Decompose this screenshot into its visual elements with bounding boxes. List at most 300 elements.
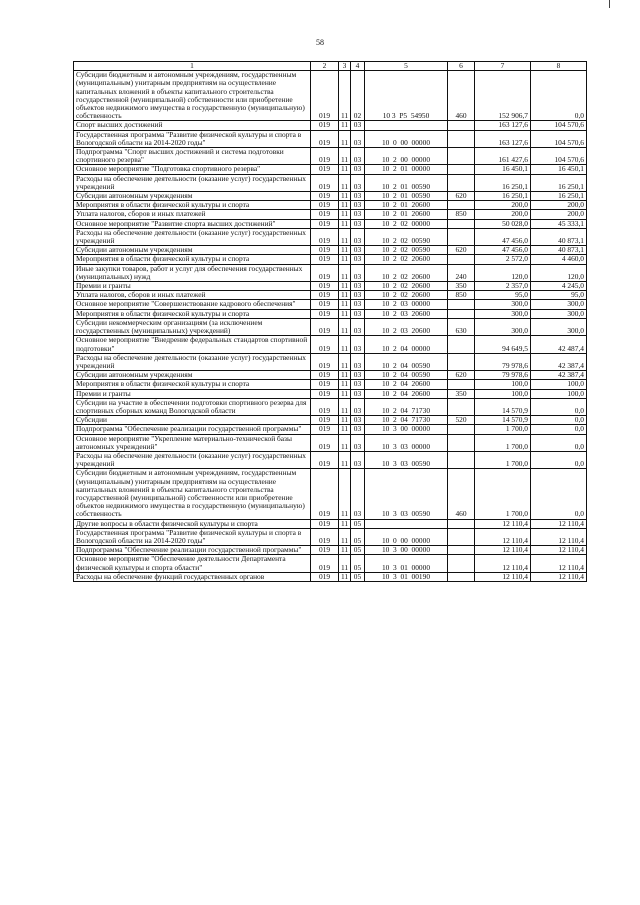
target-article-cell bbox=[365, 121, 448, 130]
section-cell: 11 bbox=[339, 555, 351, 572]
ministry-code-cell: 019 bbox=[311, 255, 339, 264]
ministry-code-cell: 019 bbox=[311, 201, 339, 210]
ministry-code-cell: 019 bbox=[311, 380, 339, 389]
expense-type-cell bbox=[448, 121, 475, 130]
section-cell: 11 bbox=[339, 380, 351, 389]
expense-type-cell bbox=[448, 219, 475, 228]
amount-year2-cell: 300,0 bbox=[531, 309, 587, 318]
table-row bbox=[74, 380, 587, 389]
subsection-cell: 03 bbox=[351, 165, 365, 174]
target-article-cell: 10 2 03 20600 bbox=[365, 309, 448, 318]
amount-year1-cell: 1 700,0 bbox=[475, 425, 531, 434]
budget-table bbox=[73, 61, 587, 582]
table-row bbox=[74, 192, 587, 201]
table-row bbox=[74, 71, 587, 121]
column-header: 7 bbox=[475, 62, 531, 71]
row-name-cell: Субсидии автономным учреждениям bbox=[74, 246, 311, 255]
target-article-cell: 10 2 02 20600 bbox=[365, 282, 448, 291]
expense-type-cell: 460 bbox=[448, 71, 475, 121]
subsection-cell: 05 bbox=[351, 572, 365, 581]
row-name-cell: Расходы на обеспечение деятельности (оказание услуг) государственных учреждений bbox=[74, 174, 311, 191]
section-cell: 11 bbox=[339, 300, 351, 309]
subsection-cell: 03 bbox=[351, 309, 365, 318]
row-name-cell: Основное мероприятие "Развитие спорта высших достижений" bbox=[74, 219, 311, 228]
table-row bbox=[74, 255, 587, 264]
target-article-cell: 10 3 03 00000 bbox=[365, 434, 448, 451]
row-name-cell: Субсидии автономным учреждениям bbox=[74, 371, 311, 380]
target-article-cell: 10 2 01 20600 bbox=[365, 210, 448, 219]
column-header: 4 bbox=[351, 62, 365, 71]
expense-type-cell bbox=[448, 300, 475, 309]
amount-year2-cell: 0,0 bbox=[531, 425, 587, 434]
subsection-cell: 03 bbox=[351, 469, 365, 519]
ministry-code-cell: 019 bbox=[311, 291, 339, 300]
expense-type-cell bbox=[448, 398, 475, 415]
column-header: 8 bbox=[531, 62, 587, 71]
row-name-cell: Субсидии бюджетным и автономным учреждениям, государственным (муниципальным) унитарным предприятиям на осуществление капитальных вложений в объекты капитального строительства государственной (муниципальной) собственности или приобретение объектов недвижимого имущества в государственную (муниципальную) собственность bbox=[74, 469, 311, 519]
column-header: 3 bbox=[339, 62, 351, 71]
table-row bbox=[74, 165, 587, 174]
amount-year1-cell: 95,0 bbox=[475, 291, 531, 300]
amount-year2-cell: 120,0 bbox=[531, 264, 587, 281]
section-cell: 11 bbox=[339, 546, 351, 555]
amount-year2-cell: 16 450,1 bbox=[531, 165, 587, 174]
row-name-cell: Премии и гранты bbox=[74, 389, 311, 398]
row-name-cell: Государственная программа "Развитие физической культуры и спорта в Вологодской области на 2014-2020 годы" bbox=[74, 528, 311, 545]
ministry-code-cell: 019 bbox=[311, 371, 339, 380]
target-article-cell: 10 3 03 00590 bbox=[365, 451, 448, 468]
section-cell: 11 bbox=[339, 219, 351, 228]
section-cell: 11 bbox=[339, 318, 351, 335]
ministry-code-cell: 019 bbox=[311, 228, 339, 245]
expense-type-cell bbox=[448, 546, 475, 555]
section-cell: 11 bbox=[339, 192, 351, 201]
expense-type-cell: 520 bbox=[448, 416, 475, 425]
amount-year2-cell: 12 110,4 bbox=[531, 519, 587, 528]
section-cell: 11 bbox=[339, 416, 351, 425]
amount-year2-cell: 0,0 bbox=[531, 71, 587, 121]
ministry-code-cell: 019 bbox=[311, 148, 339, 165]
page-number: 58 bbox=[316, 38, 324, 47]
amount-year2-cell: 12 110,4 bbox=[531, 546, 587, 555]
row-name-cell: Основное мероприятие "Подготовка спортивного резерва" bbox=[74, 165, 311, 174]
section-cell: 11 bbox=[339, 572, 351, 581]
amount-year1-cell: 14 570,9 bbox=[475, 398, 531, 415]
section-cell: 11 bbox=[339, 528, 351, 545]
column-header: 1 bbox=[74, 62, 311, 71]
amount-year1-cell: 300,0 bbox=[475, 300, 531, 309]
subsection-cell: 03 bbox=[351, 398, 365, 415]
section-cell: 11 bbox=[339, 434, 351, 451]
ministry-code-cell: 019 bbox=[311, 416, 339, 425]
subsection-cell: 03 bbox=[351, 264, 365, 281]
target-article-cell: 10 3 01 00000 bbox=[365, 555, 448, 572]
amount-year2-cell: 0,0 bbox=[531, 434, 587, 451]
section-cell: 11 bbox=[339, 389, 351, 398]
amount-year1-cell: 79 978,6 bbox=[475, 353, 531, 370]
subsection-cell: 03 bbox=[351, 201, 365, 210]
amount-year1-cell: 47 456,0 bbox=[475, 228, 531, 245]
ministry-code-cell: 019 bbox=[311, 165, 339, 174]
amount-year2-cell: 200,0 bbox=[531, 201, 587, 210]
expense-type-cell bbox=[448, 380, 475, 389]
section-cell: 11 bbox=[339, 228, 351, 245]
table-row bbox=[74, 300, 587, 309]
section-cell: 11 bbox=[339, 130, 351, 147]
amount-year1-cell: 16 450,1 bbox=[475, 165, 531, 174]
subsection-cell: 03 bbox=[351, 451, 365, 468]
ministry-code-cell: 019 bbox=[311, 353, 339, 370]
target-article-cell: 10 2 02 20600 bbox=[365, 291, 448, 300]
subsection-cell: 02 bbox=[351, 71, 365, 121]
subsection-cell: 03 bbox=[351, 336, 365, 353]
amount-year1-cell: 200,0 bbox=[475, 201, 531, 210]
table-row bbox=[74, 130, 587, 147]
amount-year2-cell: 0,0 bbox=[531, 398, 587, 415]
subsection-cell: 03 bbox=[351, 148, 365, 165]
subsection-cell: 05 bbox=[351, 528, 365, 545]
column-header: 2 bbox=[311, 62, 339, 71]
table-row bbox=[74, 201, 587, 210]
amount-year1-cell: 47 456,0 bbox=[475, 246, 531, 255]
row-name-cell: Расходы на обеспечение деятельности (оказание услуг) государственных учреждений bbox=[74, 228, 311, 245]
section-cell: 11 bbox=[339, 309, 351, 318]
target-article-cell: 10 2 02 00590 bbox=[365, 246, 448, 255]
row-name-cell: Субсидии на участие в обеспечении подготовки спортивного резерва для спортивных сборных команд Вологодской области bbox=[74, 398, 311, 415]
subsection-cell: 03 bbox=[351, 228, 365, 245]
row-name-cell: Мероприятия в области физической культуры и спорта bbox=[74, 309, 311, 318]
subsection-cell: 03 bbox=[351, 434, 365, 451]
ministry-code-cell: 019 bbox=[311, 555, 339, 572]
ministry-code-cell: 019 bbox=[311, 210, 339, 219]
section-cell: 11 bbox=[339, 519, 351, 528]
expense-type-cell bbox=[448, 130, 475, 147]
target-article-cell: 10 2 04 00590 bbox=[365, 353, 448, 370]
table-row bbox=[74, 291, 587, 300]
target-article-cell: 10 2 04 00000 bbox=[365, 336, 448, 353]
table-row bbox=[74, 121, 587, 130]
ministry-code-cell: 019 bbox=[311, 318, 339, 335]
expense-type-cell bbox=[448, 255, 475, 264]
ministry-code-cell: 019 bbox=[311, 309, 339, 318]
target-article-cell: 10 3 P5 54950 bbox=[365, 71, 448, 121]
amount-year1-cell: 161 427,6 bbox=[475, 148, 531, 165]
amount-year2-cell: 4 460,0 bbox=[531, 255, 587, 264]
subsection-cell: 03 bbox=[351, 130, 365, 147]
row-name-cell: Субсидии некоммерческим организациям (за исключением государственных (муниципальных) учреждений) bbox=[74, 318, 311, 335]
amount-year2-cell: 0,0 bbox=[531, 416, 587, 425]
target-article-cell: 10 2 02 00590 bbox=[365, 228, 448, 245]
table-row bbox=[74, 246, 587, 255]
amount-year1-cell: 100,0 bbox=[475, 380, 531, 389]
expense-type-cell bbox=[448, 519, 475, 528]
section-cell: 11 bbox=[339, 165, 351, 174]
amount-year1-cell: 2 357,0 bbox=[475, 282, 531, 291]
subsection-cell: 03 bbox=[351, 282, 365, 291]
target-article-cell: 10 2 04 00590 bbox=[365, 371, 448, 380]
target-article-cell: 10 3 00 00000 bbox=[365, 425, 448, 434]
ministry-code-cell: 019 bbox=[311, 174, 339, 191]
section-cell: 11 bbox=[339, 371, 351, 380]
expense-type-cell bbox=[448, 201, 475, 210]
amount-year1-cell: 79 978,6 bbox=[475, 371, 531, 380]
ministry-code-cell: 019 bbox=[311, 572, 339, 581]
section-cell: 11 bbox=[339, 282, 351, 291]
target-article-cell: 10 2 00 00000 bbox=[365, 148, 448, 165]
table-row bbox=[74, 219, 587, 228]
scan-edge-mark bbox=[609, 0, 610, 8]
section-cell: 11 bbox=[339, 210, 351, 219]
section-cell: 11 bbox=[339, 353, 351, 370]
expense-type-cell bbox=[448, 572, 475, 581]
ministry-code-cell: 019 bbox=[311, 264, 339, 281]
row-name-cell: Иные закупки товаров, работ и услуг для обеспечения государственных (муниципальных) нужд bbox=[74, 264, 311, 281]
amount-year1-cell: 12 110,4 bbox=[475, 528, 531, 545]
amount-year2-cell: 100,0 bbox=[531, 380, 587, 389]
table-row bbox=[74, 425, 587, 434]
subsection-cell: 03 bbox=[351, 425, 365, 434]
amount-year2-cell: 45 333,1 bbox=[531, 219, 587, 228]
section-cell: 11 bbox=[339, 174, 351, 191]
subsection-cell: 05 bbox=[351, 519, 365, 528]
target-article-cell: 10 2 01 00590 bbox=[365, 192, 448, 201]
expense-type-cell: 620 bbox=[448, 192, 475, 201]
target-article-cell: 10 2 03 00000 bbox=[365, 300, 448, 309]
table-row bbox=[74, 309, 587, 318]
table-row bbox=[74, 528, 587, 545]
amount-year2-cell: 42 387,4 bbox=[531, 371, 587, 380]
row-name-cell: Основное мероприятие "Внедрение федеральных стандартов спортивной подготовки" bbox=[74, 336, 311, 353]
ministry-code-cell: 019 bbox=[311, 336, 339, 353]
amount-year1-cell: 2 572,0 bbox=[475, 255, 531, 264]
amount-year1-cell: 14 570,9 bbox=[475, 416, 531, 425]
expense-type-cell bbox=[448, 451, 475, 468]
table-row bbox=[74, 451, 587, 468]
section-cell: 11 bbox=[339, 398, 351, 415]
amount-year1-cell: 200,0 bbox=[475, 210, 531, 219]
row-name-cell: Мероприятия в области физической культуры и спорта bbox=[74, 201, 311, 210]
amount-year2-cell: 4 245,0 bbox=[531, 282, 587, 291]
section-cell: 11 bbox=[339, 291, 351, 300]
table-row bbox=[74, 210, 587, 219]
target-article-cell: 10 2 01 00000 bbox=[365, 165, 448, 174]
ministry-code-cell: 019 bbox=[311, 546, 339, 555]
section-cell: 11 bbox=[339, 201, 351, 210]
target-article-cell: 10 2 02 00000 bbox=[365, 219, 448, 228]
expense-type-cell bbox=[448, 165, 475, 174]
table-row bbox=[74, 434, 587, 451]
amount-year1-cell: 16 250,1 bbox=[475, 174, 531, 191]
section-cell: 11 bbox=[339, 71, 351, 121]
expense-type-cell bbox=[448, 555, 475, 572]
expense-type-cell: 850 bbox=[448, 291, 475, 300]
amount-year2-cell: 40 873,1 bbox=[531, 246, 587, 255]
amount-year2-cell: 100,0 bbox=[531, 389, 587, 398]
section-cell: 11 bbox=[339, 148, 351, 165]
amount-year1-cell: 163 127,6 bbox=[475, 121, 531, 130]
table-row bbox=[74, 416, 587, 425]
table-row bbox=[74, 228, 587, 245]
expense-type-cell bbox=[448, 174, 475, 191]
row-name-cell: Основное мероприятие "Совершенствование кадрового обеспечения" bbox=[74, 300, 311, 309]
amount-year2-cell: 104 570,6 bbox=[531, 130, 587, 147]
section-cell: 11 bbox=[339, 469, 351, 519]
row-name-cell: Подпрограмма "Спорт высших достижений и система подготовки спортивного резерва" bbox=[74, 148, 311, 165]
amount-year2-cell: 42 487,4 bbox=[531, 336, 587, 353]
table-body bbox=[74, 71, 587, 582]
section-cell: 11 bbox=[339, 425, 351, 434]
row-name-cell: Субсидии bbox=[74, 416, 311, 425]
target-article-cell bbox=[365, 519, 448, 528]
section-cell: 11 bbox=[339, 264, 351, 281]
target-article-cell: 10 3 00 00000 bbox=[365, 546, 448, 555]
column-header: 5 bbox=[365, 62, 448, 71]
ministry-code-cell: 019 bbox=[311, 528, 339, 545]
target-article-cell: 10 0 00 00000 bbox=[365, 130, 448, 147]
amount-year2-cell: 16 250,1 bbox=[531, 174, 587, 191]
amount-year1-cell: 1 700,0 bbox=[475, 469, 531, 519]
expense-type-cell bbox=[448, 309, 475, 318]
subsection-cell: 03 bbox=[351, 416, 365, 425]
ministry-code-cell: 019 bbox=[311, 519, 339, 528]
expense-type-cell bbox=[448, 353, 475, 370]
expense-type-cell bbox=[448, 336, 475, 353]
subsection-cell: 03 bbox=[351, 318, 365, 335]
table-row bbox=[74, 519, 587, 528]
expense-type-cell: 620 bbox=[448, 371, 475, 380]
subsection-cell: 03 bbox=[351, 219, 365, 228]
amount-year2-cell: 40 873,1 bbox=[531, 228, 587, 245]
amount-year1-cell: 300,0 bbox=[475, 309, 531, 318]
section-cell: 11 bbox=[339, 451, 351, 468]
amount-year1-cell: 12 110,4 bbox=[475, 555, 531, 572]
row-name-cell: Субсидии бюджетным и автономным учреждениям, государственным (муниципальным) унитарным предприятиям на осуществление капитальных вложений в объекты капитального строительства государственной (муниципальной) собственности или приобретение объектов недвижимого имущества в государственную (муниципальную) собственность bbox=[74, 71, 311, 121]
subsection-cell: 03 bbox=[351, 291, 365, 300]
amount-year1-cell: 163 127,6 bbox=[475, 130, 531, 147]
row-name-cell: Другие вопросы в области физической культуры и спорта bbox=[74, 519, 311, 528]
amount-year2-cell: 300,0 bbox=[531, 318, 587, 335]
subsection-cell: 03 bbox=[351, 389, 365, 398]
expense-type-cell: 850 bbox=[448, 210, 475, 219]
subsection-cell: 03 bbox=[351, 371, 365, 380]
amount-year2-cell: 200,0 bbox=[531, 210, 587, 219]
amount-year1-cell: 94 649,5 bbox=[475, 336, 531, 353]
amount-year2-cell: 12 110,4 bbox=[531, 528, 587, 545]
ministry-code-cell: 019 bbox=[311, 71, 339, 121]
subsection-cell: 03 bbox=[351, 192, 365, 201]
row-name-cell: Уплата налогов, сборов и иных платежей bbox=[74, 291, 311, 300]
expense-type-cell: 620 bbox=[448, 246, 475, 255]
subsection-cell: 03 bbox=[351, 246, 365, 255]
target-article-cell: 10 2 04 20600 bbox=[365, 380, 448, 389]
section-cell: 11 bbox=[339, 255, 351, 264]
table-row bbox=[74, 389, 587, 398]
row-name-cell: Подпрограмма "Обеспечение реализации государственной программы" bbox=[74, 546, 311, 555]
target-article-cell: 10 3 01 00190 bbox=[365, 572, 448, 581]
amount-year2-cell: 95,0 bbox=[531, 291, 587, 300]
expense-type-cell bbox=[448, 228, 475, 245]
amount-year1-cell: 120,0 bbox=[475, 264, 531, 281]
table-row bbox=[74, 336, 587, 353]
target-article-cell: 10 2 02 20600 bbox=[365, 264, 448, 281]
expense-type-cell bbox=[448, 425, 475, 434]
table-header-row bbox=[74, 62, 587, 71]
expense-type-cell bbox=[448, 434, 475, 451]
subsection-cell: 03 bbox=[351, 210, 365, 219]
expense-type-cell: 240 bbox=[448, 264, 475, 281]
amount-year1-cell: 50 028,0 bbox=[475, 219, 531, 228]
subsection-cell: 03 bbox=[351, 353, 365, 370]
ministry-code-cell: 019 bbox=[311, 121, 339, 130]
subsection-cell: 03 bbox=[351, 300, 365, 309]
amount-year2-cell: 104 570,6 bbox=[531, 148, 587, 165]
row-name-cell: Расходы на обеспечение функций государственных органов bbox=[74, 572, 311, 581]
amount-year2-cell: 104 570,6 bbox=[531, 121, 587, 130]
amount-year2-cell: 0,0 bbox=[531, 451, 587, 468]
amount-year1-cell: 12 110,4 bbox=[475, 572, 531, 581]
target-article-cell: 10 2 03 20600 bbox=[365, 318, 448, 335]
amount-year2-cell: 300,0 bbox=[531, 300, 587, 309]
table-row bbox=[74, 546, 587, 555]
ministry-code-cell: 019 bbox=[311, 219, 339, 228]
table-row bbox=[74, 264, 587, 281]
table-row bbox=[74, 398, 587, 415]
amount-year1-cell: 12 110,4 bbox=[475, 519, 531, 528]
row-name-cell: Уплата налогов, сборов и иных платежей bbox=[74, 210, 311, 219]
ministry-code-cell: 019 bbox=[311, 130, 339, 147]
row-name-cell: Подпрограмма "Обеспечение реализации государственной программы" bbox=[74, 425, 311, 434]
subsection-cell: 05 bbox=[351, 555, 365, 572]
row-name-cell: Расходы на обеспечение деятельности (оказание услуг) государственных учреждений bbox=[74, 353, 311, 370]
table-row bbox=[74, 469, 587, 519]
subsection-cell: 03 bbox=[351, 121, 365, 130]
ministry-code-cell: 019 bbox=[311, 469, 339, 519]
ministry-code-cell: 019 bbox=[311, 425, 339, 434]
target-article-cell: 10 2 01 00590 bbox=[365, 174, 448, 191]
expense-type-cell bbox=[448, 148, 475, 165]
section-cell: 11 bbox=[339, 336, 351, 353]
ministry-code-cell: 019 bbox=[311, 192, 339, 201]
ministry-code-cell: 019 bbox=[311, 434, 339, 451]
amount-year2-cell: 16 250,1 bbox=[531, 192, 587, 201]
ministry-code-cell: 019 bbox=[311, 246, 339, 255]
row-name-cell: Мероприятия в области физической культуры и спорта bbox=[74, 380, 311, 389]
expense-type-cell: 630 bbox=[448, 318, 475, 335]
row-name-cell: Основное мероприятие "Обеспечение деятельности Департамента физической культуры и спорта области" bbox=[74, 555, 311, 572]
amount-year2-cell: 0,0 bbox=[531, 469, 587, 519]
target-article-cell: 10 2 04 71730 bbox=[365, 416, 448, 425]
row-name-cell: Премии и гранты bbox=[74, 282, 311, 291]
table-row bbox=[74, 572, 587, 581]
table-row bbox=[74, 555, 587, 572]
ministry-code-cell: 019 bbox=[311, 451, 339, 468]
row-name-cell: Расходы на обеспечение деятельности (оказание услуг) государственных учреждений bbox=[74, 451, 311, 468]
ministry-code-cell: 019 bbox=[311, 300, 339, 309]
target-article-cell: 10 2 02 20600 bbox=[365, 255, 448, 264]
section-cell: 11 bbox=[339, 121, 351, 130]
table-row bbox=[74, 148, 587, 165]
ministry-code-cell: 019 bbox=[311, 389, 339, 398]
amount-year1-cell: 100,0 bbox=[475, 389, 531, 398]
target-article-cell: 10 3 03 00590 bbox=[365, 469, 448, 519]
amount-year2-cell: 12 110,4 bbox=[531, 572, 587, 581]
row-name-cell: Субсидии автономным учреждениям bbox=[74, 192, 311, 201]
target-article-cell: 10 2 01 20600 bbox=[365, 201, 448, 210]
table-row bbox=[74, 318, 587, 335]
subsection-cell: 03 bbox=[351, 255, 365, 264]
column-header: 6 bbox=[448, 62, 475, 71]
row-name-cell: Мероприятия в области физической культуры и спорта bbox=[74, 255, 311, 264]
